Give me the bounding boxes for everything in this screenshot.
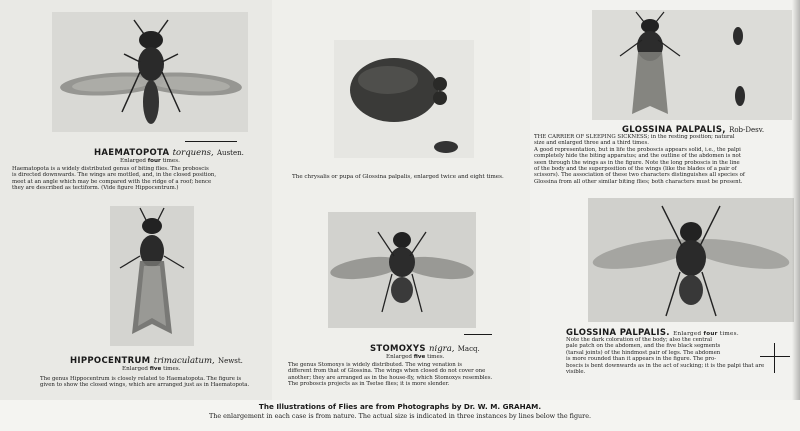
footer-credit: The Illustrations of Flies are from Photographs by Dr. W. M. GRAHAM. [258, 402, 542, 411]
plate-footer [0, 400, 800, 431]
glossina-resting-title: GLOSSINA PALPALIS, Rob-Desv. [622, 125, 765, 135]
glossina-feeding-description: Note the dark coloration of the body; also the central pale patch on the abdomen, and the five black segments (tarsal joints) of the hindmost pair of legs. The abdomen is more rounded than it appears in the figure. The pro- boscis is bent downwards as in the act of sucking; it is the palpi that are visible. [566, 337, 765, 376]
hippocentrum-description: The genus Hippocentrum is closely related to Haematopota. The figure is given to show the closed wings, which are arranged just as in Haematopota. [40, 376, 250, 389]
binding-shadow [792, 0, 800, 400]
haematopota-description: Haematopota is a widely distributed genus of biting flies. The proboscis is directed downwards. The wings are mottled, and, in the closed position, meet at an angle which may be compared with the ridge of a roof; hence they are described as tectiform. (Vide figure Hippocentrum.) [12, 166, 217, 192]
glossina-feeding-title: GLOSSINA PALPALIS. Enlarged four times. [566, 328, 739, 338]
chrysalis-illustration [334, 40, 474, 158]
stomoxys-actual-size-line [464, 334, 492, 335]
stomoxys-subtitle: Enlarged five times. [386, 354, 445, 360]
haematopota-fly-illustration [52, 12, 248, 132]
plate-right [530, 0, 800, 400]
haematopota-subtitle: Enlarged four times. [120, 158, 180, 164]
glossina-feeding-photo [588, 198, 794, 322]
haematopota-photo [52, 12, 248, 132]
hippocentrum-subtitle: Enlarged five times. [122, 366, 181, 372]
stomoxys-description: The genus Stomoxys is widely distributed. The wing venation is different from that of Glossina. The wings when closed do not cover one another; they are arranged as in the house-fly, which Stomoxys resembles. The proboscis projects as in Tsetse flies; it is more slender. [288, 362, 493, 388]
glossina-resting-description: THE CARRIER OF SLEEPING SICKNESS; in the resting position; natural size and enlarged three and a third times. A good representation, but in life the proboscis appears solid, i.e., the palpi completely hide the biting apparatus; and the outline of the abdomen is not seen through the wings as in the figure. Note the long proboscis in the line of the body and the superposition of the wings (like the blades of a pair of scissors). The association of these two characters distinguishes all species of Glossina from all other similar biting flies; both characters must be present. [534, 134, 745, 185]
actual-size-line [185, 141, 237, 142]
glossina-resting-illustration [592, 10, 792, 120]
haematopota-title: HAEMATOPOTA torquens, Austen. [94, 148, 244, 158]
footer-note: The enlargement in each case is from nature. The actual size is indicated in three instances by lines below the figure. [208, 412, 592, 420]
hippocentrum-photo [110, 206, 194, 346]
hippocentrum-fly-illustration [110, 206, 194, 346]
stomoxys-fly-illustration [328, 212, 476, 328]
plate-center [272, 0, 530, 400]
stomoxys-title: STOMOXYS nigra, Macq. [370, 344, 480, 354]
chrysalis-caption: The chrysalis or pupa of Glossina palpalis, enlarged twice and eight times. [292, 174, 504, 180]
stomoxys-photo [328, 212, 476, 328]
glossina-feeding-illustration [588, 198, 794, 322]
chrysalis-photo [334, 40, 474, 158]
hippocentrum-title: HIPPOCENTRUM trimaculatum, Newst. [70, 356, 243, 366]
plate-left [0, 0, 272, 400]
glossina-resting-photo [592, 10, 792, 120]
